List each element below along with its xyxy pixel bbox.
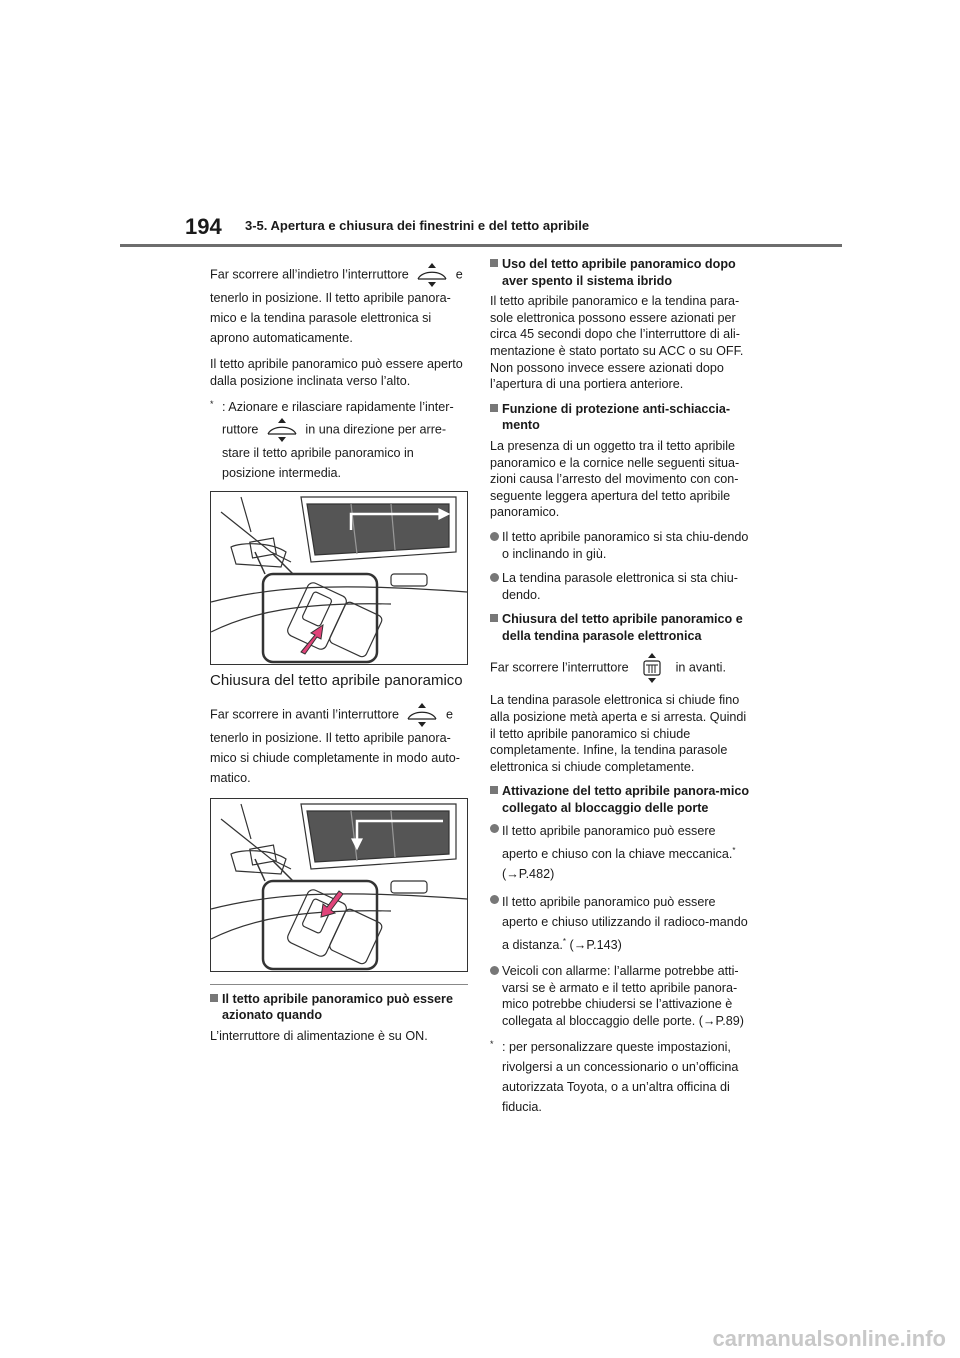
roof-switch-icon-2 [262, 417, 302, 443]
section-heading-anti-pinch: Funzione di protezione anti-schiaccia-mento [490, 401, 750, 434]
bullet-alarm: Veicoli con allarme: l’allarme potrebbe atti-varsi se è armato e il tetto apribile panora-mico potrebbe chiudersi se l’attivazione è collegata al bloccaggio delle porte. (→P.89) [490, 963, 750, 1029]
roof-switch-icon-3 [402, 702, 442, 728]
page-number: 194 [185, 214, 222, 239]
p1-text-b: e tenerlo in posizione. Il tetto apribile panora-mico e la tendina parasole elettronica si aprono automaticamente. [210, 267, 463, 345]
p3-text-b: e tenerlo in posizione. Il tetto apribile panora-mico si chiude completamente in modo auto-matico. [210, 707, 460, 785]
header-rule [120, 244, 842, 247]
note-text-right: : per personalizzare queste impostazioni, rivolgersi a un concessionario o un’officina autorizzata Toyota, o a un’altra officina di fiducia. [502, 1040, 739, 1115]
section-separator [210, 984, 468, 985]
s4-text-a: Far scorrere l’interruttore [490, 660, 629, 675]
illustration-close-roof [210, 798, 468, 972]
section-text-close-both: La tendina parasole elettronica si chiude fino alla posizione metà aperta e si arresta. Quindi il tetto apribile panoramico si chiude completamente. Infine, la tendina parasole elettronica si chiude completamente. [490, 693, 747, 774]
section-text-anti-pinch: La presenza di un oggetto tra il tetto apribile panoramico e la cornice nelle seguenti situa-zioni causa l’arresto del movimento con con-seguente leggera apertura del tetto apribile panoramico. [490, 438, 740, 520]
note-text-a: : Azionare e rilasciare rapidamente l’inter-ruttore [222, 400, 454, 437]
note-star: * [210, 399, 214, 410]
note-text-b: in una direzione per arre-stare il tetto apribile panoramico in posizione intermedia. [222, 422, 447, 481]
watermark: carmanualsonline.info [712, 1326, 946, 1351]
paragraph-open [210, 262, 468, 348]
paragraph-close [210, 702, 468, 788]
ref-p482: (→P.482) [502, 866, 555, 881]
paragraph-tilt: Il tetto apribile panoramico può essere aperto dalla posizione inclinata verso l’alto. [210, 357, 463, 388]
p1-text-a: Far scorrere all’indietro l’interruttore [210, 267, 409, 282]
section-heading-after-off: Uso del tetto apribile panoramico dopo aver spento il sistema ibrido [490, 256, 750, 289]
chapter-title: 3-5. Apertura e chiusura dei finestrini e del tetto apribile [245, 218, 590, 233]
ref-p143: (→P.143) [566, 938, 622, 952]
section-text-when: L’interruttore di alimentazione è su ON. [210, 1028, 428, 1043]
roof-switch-icon [412, 262, 452, 288]
illustration-open-roof [210, 491, 468, 665]
note-customize [490, 1037, 750, 1117]
section-heading-when: Il tetto apribile panoramico può essere azionato quando [210, 991, 468, 1024]
left-column [210, 262, 468, 1053]
b3-text: Il tetto apribile panoramico può essere aperto e chiuso con la chiave meccanica. [502, 823, 733, 861]
figure-caption: Chiusura del tetto apribile panoramico [210, 672, 463, 690]
section-heading-door-lock: Attivazione del tetto apribile panora-mico collegato al bloccaggio delle porte [490, 783, 750, 816]
right-column [490, 256, 750, 1125]
b4-star: * [562, 936, 567, 946]
p3-text-a: Far scorrere in avanti l’interruttore [210, 707, 399, 722]
b3-star: * [732, 845, 736, 855]
bullet-shade-closing: La tendina parasole elettronica si sta chiu-dendo. [490, 570, 750, 603]
note-star-right: * [490, 1039, 494, 1050]
note-intermediate [210, 397, 468, 483]
b4-text: Il tetto apribile panoramico può essere aperto e chiuso utilizzando il radioco-mando a distanza. [502, 894, 748, 952]
paragraph-slide-forward [490, 652, 750, 684]
bullet-remote [490, 892, 750, 955]
s4-text-b: in avanti. [675, 660, 726, 675]
bullet-roof-closing: Il tetto apribile panoramico si sta chiu-dendo o inclinando in giù. [490, 529, 750, 562]
bullet-mechanical-key [490, 821, 750, 884]
section-heading-close-both: Chiusura del tetto apribile panoramico e della tendina parasole elettronica [490, 611, 750, 644]
section-text-after-off: Il tetto apribile panoramico e la tendina para-sole elettronica possono essere azionati per circa 45 secondi dopo che l’interruttore di ali-mentazione è stato portato su ACC o su OFF. Non possono invece essere azionati dopo l’apertura di una portiera anteriore. [490, 294, 744, 392]
shade-switch-icon [632, 652, 672, 684]
